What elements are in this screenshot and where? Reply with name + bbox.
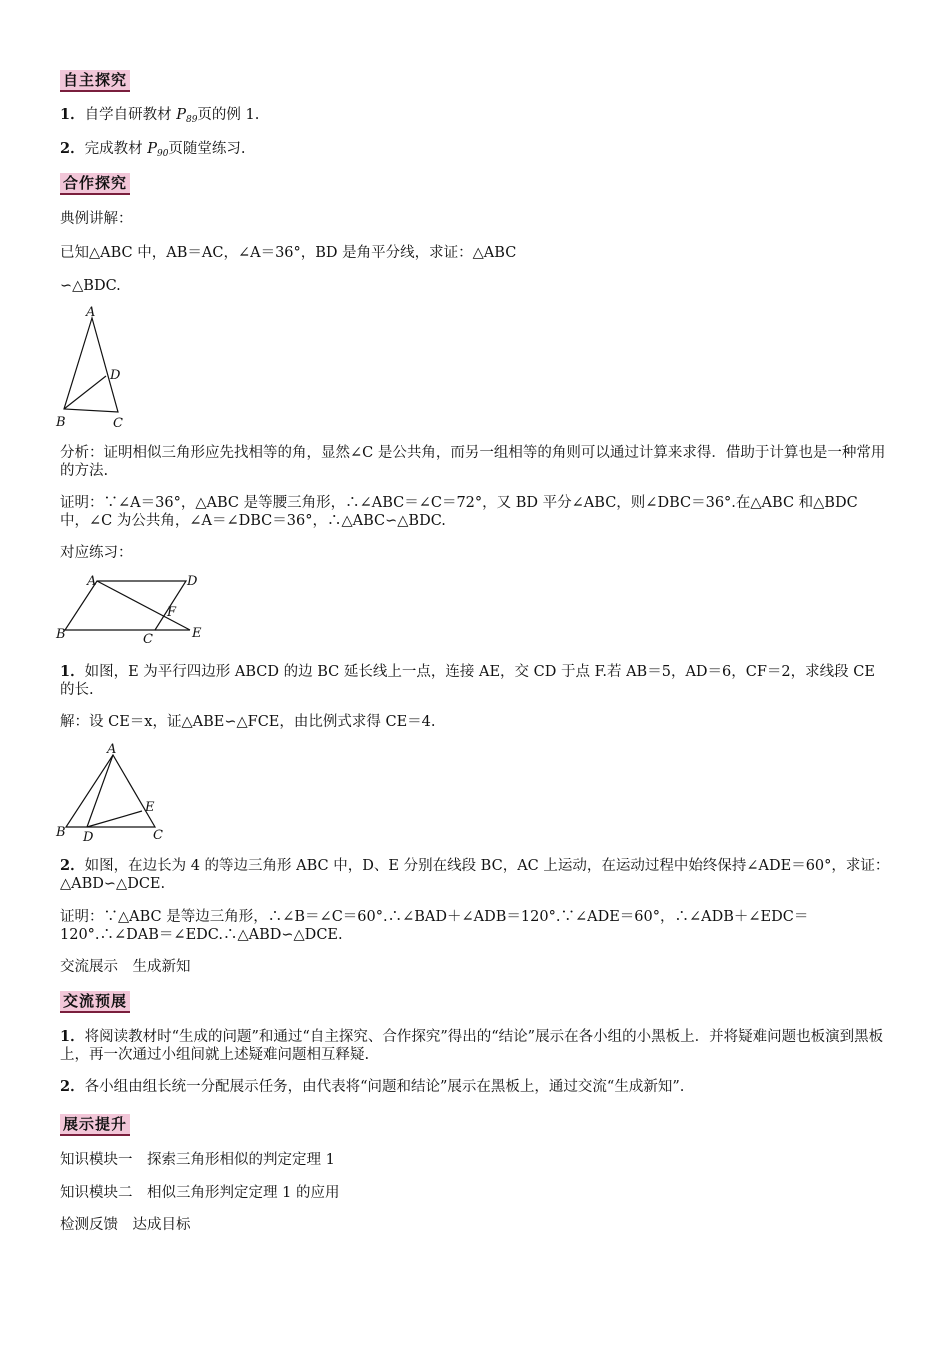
figure-triangle-abd — [55, 304, 135, 429]
item-number: 2． — [60, 1078, 85, 1095]
problem-number: 2． — [60, 857, 85, 874]
item-text: 完成教材 — [84, 141, 148, 157]
jiaoliu-item-1 — [60, 1028, 890, 1064]
label-b: B — [56, 825, 66, 840]
label-c: C — [143, 632, 153, 647]
label-d: D — [110, 368, 121, 383]
solution-1: 解：设 CE＝x，证△ABE∽△FCE，由比例式求得 CE＝4. — [60, 714, 436, 730]
segment-de — [87, 811, 142, 827]
problem-1 — [60, 663, 890, 699]
item-text: 页的例 1. — [197, 107, 260, 123]
item-number: 2． — [60, 140, 85, 157]
item-text: 各小组由组长统一分配展示任务，由代表将“问题和结论”展示在黑板上，通过交流“生成新知”. — [84, 1079, 685, 1095]
section-badge-zizhu: 自主探究 — [60, 70, 130, 92]
problem-text: 如图，在边长为 4 的等边三角形 ABC 中，D、E 分别在线段 BC，AC 上运动，在运动过程中始终保持∠ADE＝60°，求证：△ABD∽△DCE. — [60, 858, 890, 892]
label-b: B — [56, 627, 66, 642]
label-d: D — [187, 574, 198, 589]
figure-equilateral-triangle — [55, 740, 175, 845]
zizhu-item-1 — [60, 106, 259, 129]
label-c: C — [153, 828, 163, 843]
knowledge-module-2: 知识模块二 相似三角形判定定理 1 的应用 — [60, 1185, 340, 1201]
zizhu-item-2 — [60, 140, 246, 163]
problem-number: 1． — [60, 663, 85, 680]
label-a: A — [86, 305, 96, 320]
label-a: A — [107, 742, 117, 757]
segment-ad — [87, 755, 113, 827]
label-b: B — [56, 415, 66, 430]
label-e: E — [145, 800, 155, 815]
section-badge-hezuo: 合作探究 — [60, 173, 130, 195]
item-text: 页随堂练习. — [168, 141, 246, 157]
jiaoliu-item-2 — [60, 1078, 890, 1096]
section-badge-zhanshi: 展示提升 — [60, 1114, 130, 1136]
problem-text: 如图，E 为平行四边形 ABCD 的边 BC 延长线上一点，连接 AE，交 CD 于点 F.若 AB＝5，AD＝6，CF＝2，求线段 CE 的长. — [60, 664, 875, 698]
label-a: A — [87, 574, 97, 589]
page-symbol: P — [176, 107, 186, 123]
example-statement-line1: 已知△ABC 中，AB＝AC，∠A＝36°，BD 是角平分线，求证：△ABC — [60, 245, 517, 261]
feedback-line: 检测反馈 达成目标 — [60, 1217, 191, 1233]
page-symbol: P — [147, 141, 157, 157]
page-number: 90 — [156, 149, 169, 159]
problem-2 — [60, 857, 890, 893]
example-statement-line2: ∽△BDC. — [60, 278, 121, 294]
label-d: D — [83, 830, 94, 845]
section-badge-jiaoliu: 交流预展 — [60, 991, 130, 1013]
proof-1: 证明：∵∠A＝36°，△ABC 是等腰三角形，∴∠ABC＝∠C＝72°，又 BD 平分∠ABC，则∠DBC＝36°.在△ABC 和△BDC 中，∠C 为公共角，∠A＝∠DBC＝36°，∴△ABC∽△BDC. — [60, 495, 858, 529]
analysis-paragraph: 分析：证明相似三角形应先找相等的角，显然∠C 是公共角，而另一组相等的角则可以通过计算来求得．借助于计算也是一种常用的方法. — [60, 445, 886, 479]
example-heading: 典例讲解： — [60, 211, 133, 227]
proof-2: 证明：∵△ABC 是等边三角形，∴∠B＝∠C＝60°.∴∠BAD＋∠ADB＝120°.∵∠ADE＝60°，∴∠ADB＋∠EDC＝120°.∴∠DAB＝∠EDC.∴△ABD∽△DCE. — [60, 909, 809, 943]
label-e: E — [192, 626, 202, 641]
triangle-abc — [66, 755, 155, 827]
item-text: 自学自研教材 — [84, 107, 177, 123]
item-text: 将阅读教材时“生成的问题”和通过“自主探究、合作探究”得出的“结论”展示在各小组的小黑板上．并将疑难问题也板演到黑板上，再一次通过小组间就上述疑难问题相互释疑. — [60, 1029, 884, 1063]
segment-ae — [97, 581, 190, 630]
knowledge-module-1: 知识模块一 探索三角形相似的判定定理 1 — [60, 1152, 335, 1168]
figure-parallelogram — [55, 568, 215, 648]
practice-heading: 对应练习： — [60, 545, 133, 561]
label-f: F — [167, 605, 177, 620]
item-number: 1． — [60, 1028, 85, 1045]
label-c: C — [113, 416, 123, 431]
segment-bd — [64, 376, 106, 409]
page-number: 89 — [185, 115, 198, 125]
item-number: 1． — [60, 106, 85, 123]
exchange-line: 交流展示 生成新知 — [60, 959, 191, 975]
triangle-abc — [64, 318, 118, 412]
